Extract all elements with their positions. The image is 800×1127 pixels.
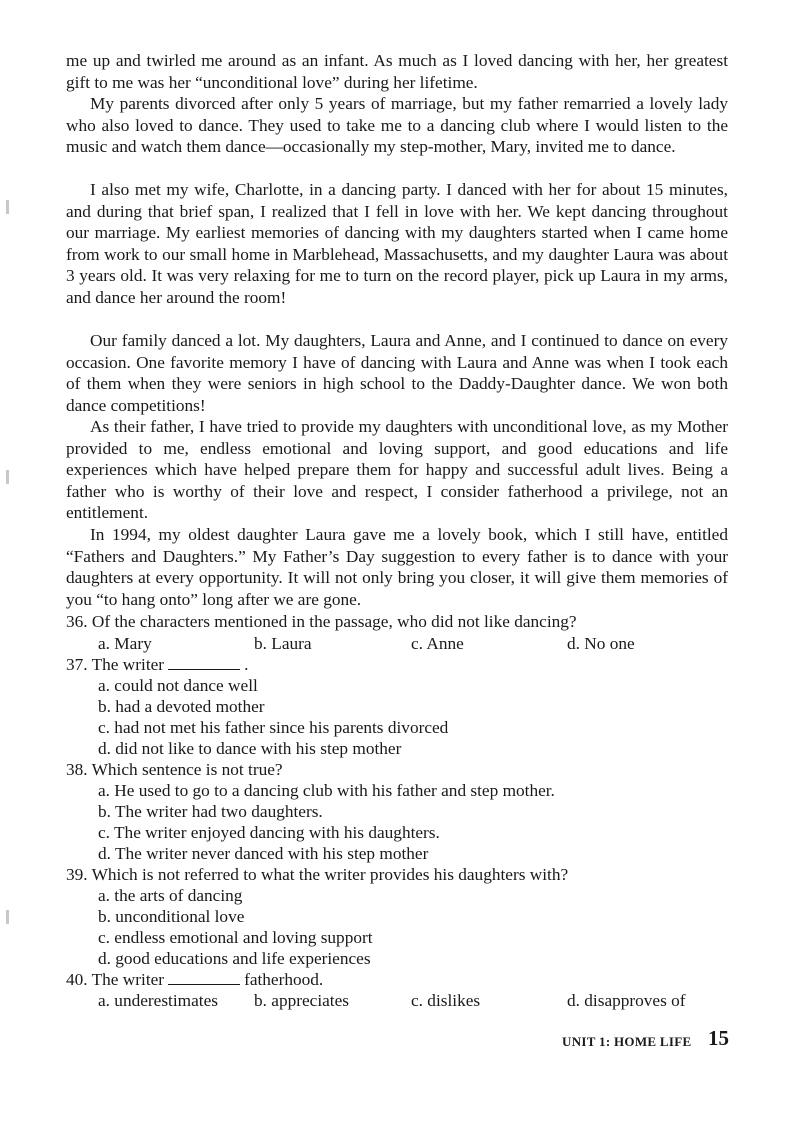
question-39-option-c[interactable]: c. endless emotional and loving support [98,928,373,947]
question-36-option-b[interactable]: b. Laura [254,634,312,653]
answer-blank[interactable] [168,655,240,670]
question-37-option-d[interactable]: d. did not like to dance with his step mother [98,739,402,758]
scan-edge-mark [6,200,9,214]
question-37-stem-text: 37. The writer [66,655,165,674]
question-38-option-a[interactable]: a. He used to go to a dancing club with his father and step mother. [98,781,555,800]
passage-paragraph-5: As their father, I have tried to provide my daughters with unconditional love, as my Mother provided to me, endless emotional and loving support, and good educations and life experiences which have helped prepare them for happy and successful adult lives. Being a father who is worthy of their love and respect, I consider fatherhood a privilege, not an entitlement. [66,417,728,522]
page-number: 15 [708,1026,729,1050]
question-37-stem [66,654,248,676]
question-40-stem [66,969,323,991]
scan-edge-mark [6,910,9,924]
passage-paragraph-3: I also met my wife, Charlotte, in a dancing party. I danced with her for about 15 minutes, and during that brief span, I realized that I fell in love with her. We kept dancing throughout our marriage. My earliest memories of dancing with my daughters started when I came home from work to our small home in Marblehead, Massachusetts, and my daughter Laura was about 3 years old. It was very relaxing for me to turn on the record player, pick up Laura in my arms, and dance her around the room! [66,180,728,307]
question-38-option-d[interactable]: d. The writer never danced with his step mother [98,844,429,863]
footer-section-label: UNIT 1: HOME LIFE [562,1034,692,1049]
question-38-option-b[interactable]: b. The writer had two daughters. [98,802,323,821]
question-37-option-b[interactable]: b. had a devoted mother [98,697,265,716]
question-38-option-c[interactable]: c. The writer enjoyed dancing with his daughters. [98,823,440,842]
question-39-stem: 39. Which is not referred to what the writer provides his daughters with? [66,865,569,884]
answer-blank[interactable] [168,970,240,985]
question-40-option-c[interactable]: c. dislikes [411,991,481,1010]
question-39-option-d[interactable]: d. good educations and life experiences [98,949,371,968]
scan-edge-mark [6,470,9,484]
question-40-stem-text: 40. The writer [66,970,165,989]
question-38-stem: 38. Which sentence is not true? [66,760,283,779]
question-39-option-b[interactable]: b. unconditional love [98,907,245,926]
question-37-option-a[interactable]: a. could not dance well [98,676,258,695]
question-40-option-a[interactable]: a. underestimates [98,991,218,1010]
question-37-option-c[interactable]: c. had not met his father since his parents divorced [98,718,449,737]
passage-paragraph-2: My parents divorced after only 5 years of marriage, but my father remarried a lovely lady who also loved to dance. They used to take me to a dancing club where I would listen to the music and watch them dance—occasionally my step-mother, Mary, invited me to dance. [66,94,728,156]
question-36-stem: 36. Of the characters mentioned in the passage, who did not like dancing? [66,612,577,631]
passage-paragraph-6: In 1994, my oldest daughter Laura gave me a lovely book, which I still have, entitled “Fathers and Daughters.” My Father’s Day suggestion to every father is to dance with your daughters at every opportunity. It will not only bring you closer, it will give them memories of you “to hang onto” long after we are gone. [66,525,728,609]
passage-paragraph-1: me up and twirled me around as an infant. As much as I loved dancing with her, her greatest gift to me was her “unconditional love” during her lifetime. [66,51,728,92]
question-40-option-b[interactable]: b. appreciates [254,991,349,1010]
question-36-option-a[interactable]: a. Mary [98,634,152,653]
question-40-stem-end: fatherhood. [244,970,324,989]
question-37-stem-end: . [244,655,249,674]
question-39-option-a[interactable]: a. the arts of dancing [98,886,243,905]
passage-paragraph-4: Our family danced a lot. My daughters, Laura and Anne, and I continued to dance on every occasion. One favorite memory I have of dancing with Laura and Anne was when I took each of them when they were seniors in high school to the Daddy-Daughter dance. We won both dance competitions! [66,331,728,415]
question-36-option-d[interactable]: d. No one [567,634,635,653]
question-36-option-c[interactable]: c. Anne [411,634,464,653]
question-40-option-d[interactable]: d. disapproves of [567,991,686,1010]
